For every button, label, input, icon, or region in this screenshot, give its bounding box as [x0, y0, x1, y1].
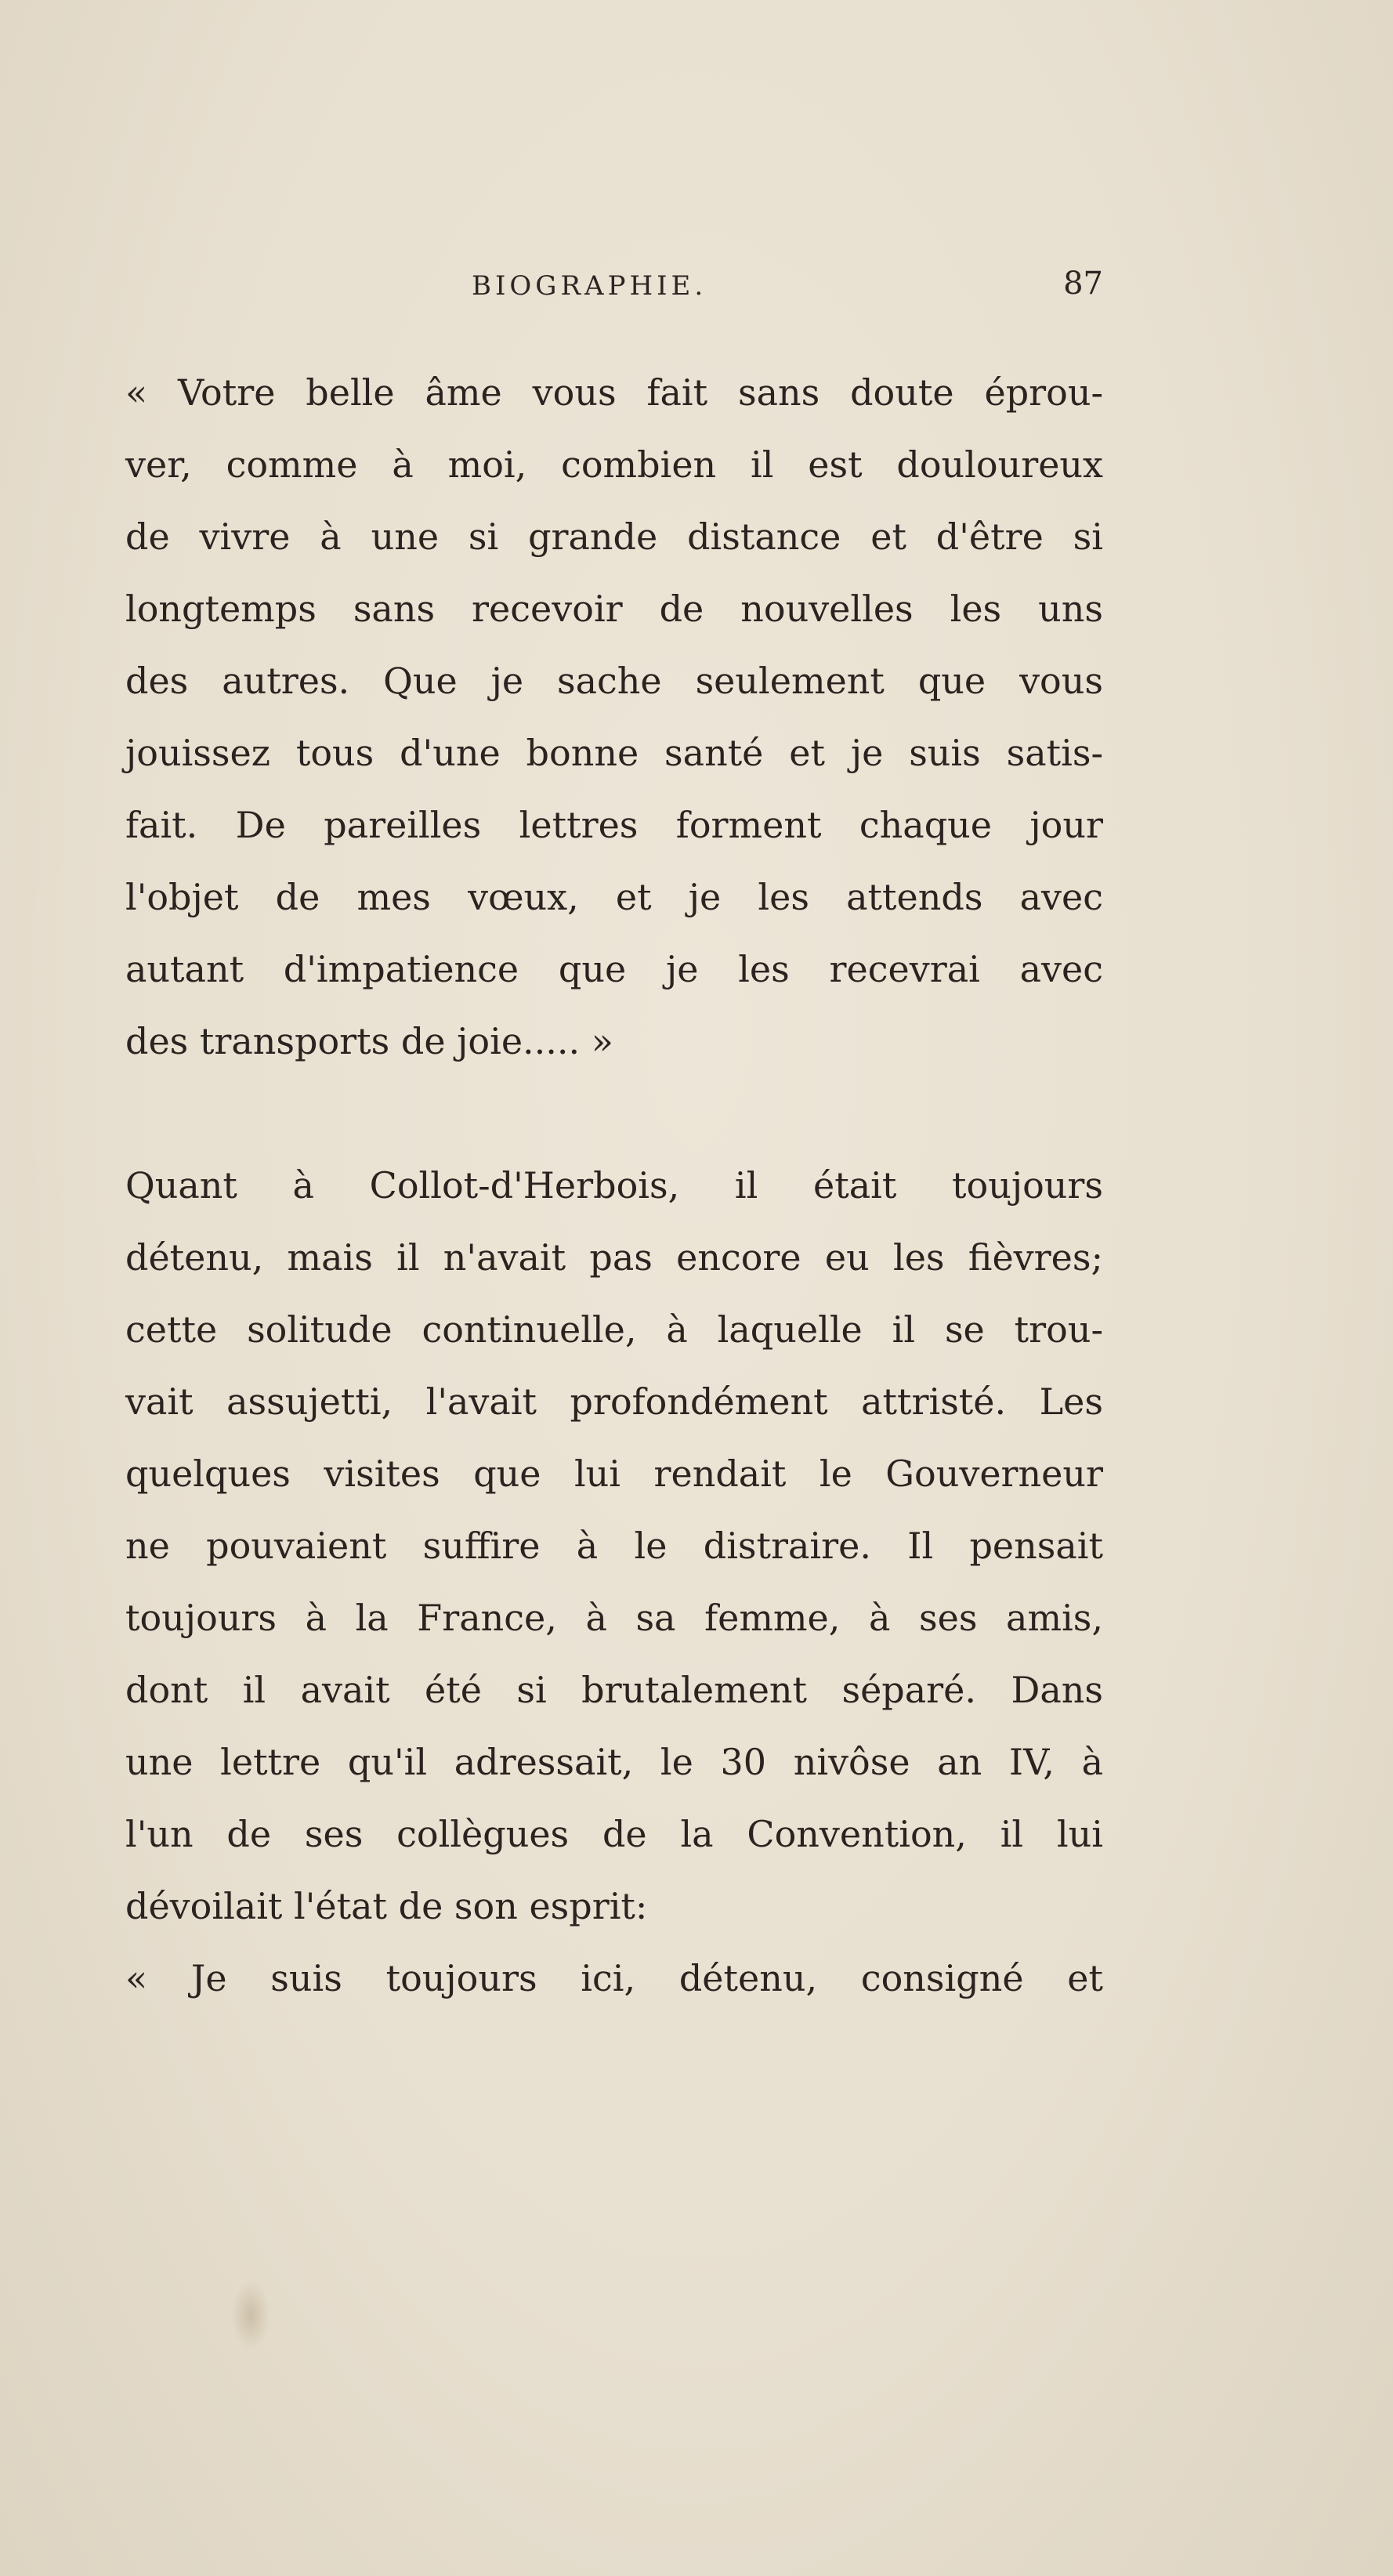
- paragraph-letter-quote: [125, 356, 1103, 1077]
- text-line: cette solitude continuelle, à laquelle il se trou-: [125, 1308, 1103, 1351]
- text-line: autant d'impatience que je les recevrai avec: [125, 948, 1103, 990]
- text-line: longtemps sans recevoir de nouvelles les uns: [125, 588, 1103, 630]
- paper-stain: [231, 2280, 270, 2350]
- running-head: [125, 262, 1103, 309]
- text-line: toujours à la France, à sa femme, à ses amis,: [125, 1597, 1103, 1639]
- text-line: des transports de joie..... »: [125, 1020, 613, 1062]
- text-line: ver, comme à moi, combien il est douloureux: [125, 443, 1103, 486]
- paragraph-gap: [125, 1077, 1103, 1149]
- text-line: quelques visites que lui rendait le Gouverneur: [125, 1453, 1103, 1495]
- text-line: jouissez tous d'une bonne santé et je suis satis-: [125, 732, 1103, 774]
- text-line: Quant à Collot-d'Herbois, il était toujours: [125, 1164, 1103, 1207]
- text-line: ne pouvaient suffire à le distraire. Il pensait: [125, 1525, 1103, 1567]
- text-line: une lettre qu'il adressait, le 30 nivôse an IV, à: [125, 1741, 1103, 1783]
- text-line: « Je suis toujours ici, détenu, consigné et: [125, 1957, 1103, 1999]
- text-line: dont il avait été si brutalement séparé. Dans: [125, 1669, 1103, 1711]
- text-line: « Votre belle âme vous fait sans doute éprou-: [125, 371, 1103, 414]
- running-title: BIOGRAPHIE.: [472, 270, 707, 302]
- text-line: dévoilait l'état de son esprit:: [125, 1885, 648, 1927]
- text-line: détenu, mais il n'avait pas encore eu les fièvres;: [125, 1236, 1103, 1279]
- paragraph-collot: [125, 1149, 1103, 1942]
- body-text: [125, 356, 1103, 2014]
- paragraph-second-letter: [125, 1942, 1103, 2014]
- text-line: des autres. Que je sache seulement que vous: [125, 660, 1103, 702]
- text-line: vait assujetti, l'avait profondément attristé. Les: [125, 1380, 1103, 1423]
- page-number: 87: [1063, 266, 1103, 302]
- text-line: fait. De pareilles lettres forment chaque jour: [125, 804, 1103, 846]
- text-line: de vivre à une si grande distance et d'être si: [125, 516, 1103, 558]
- text-line: l'objet de mes vœux, et je les attends avec: [125, 876, 1103, 918]
- text-line: l'un de ses collègues de la Convention, il lui: [125, 1813, 1103, 1855]
